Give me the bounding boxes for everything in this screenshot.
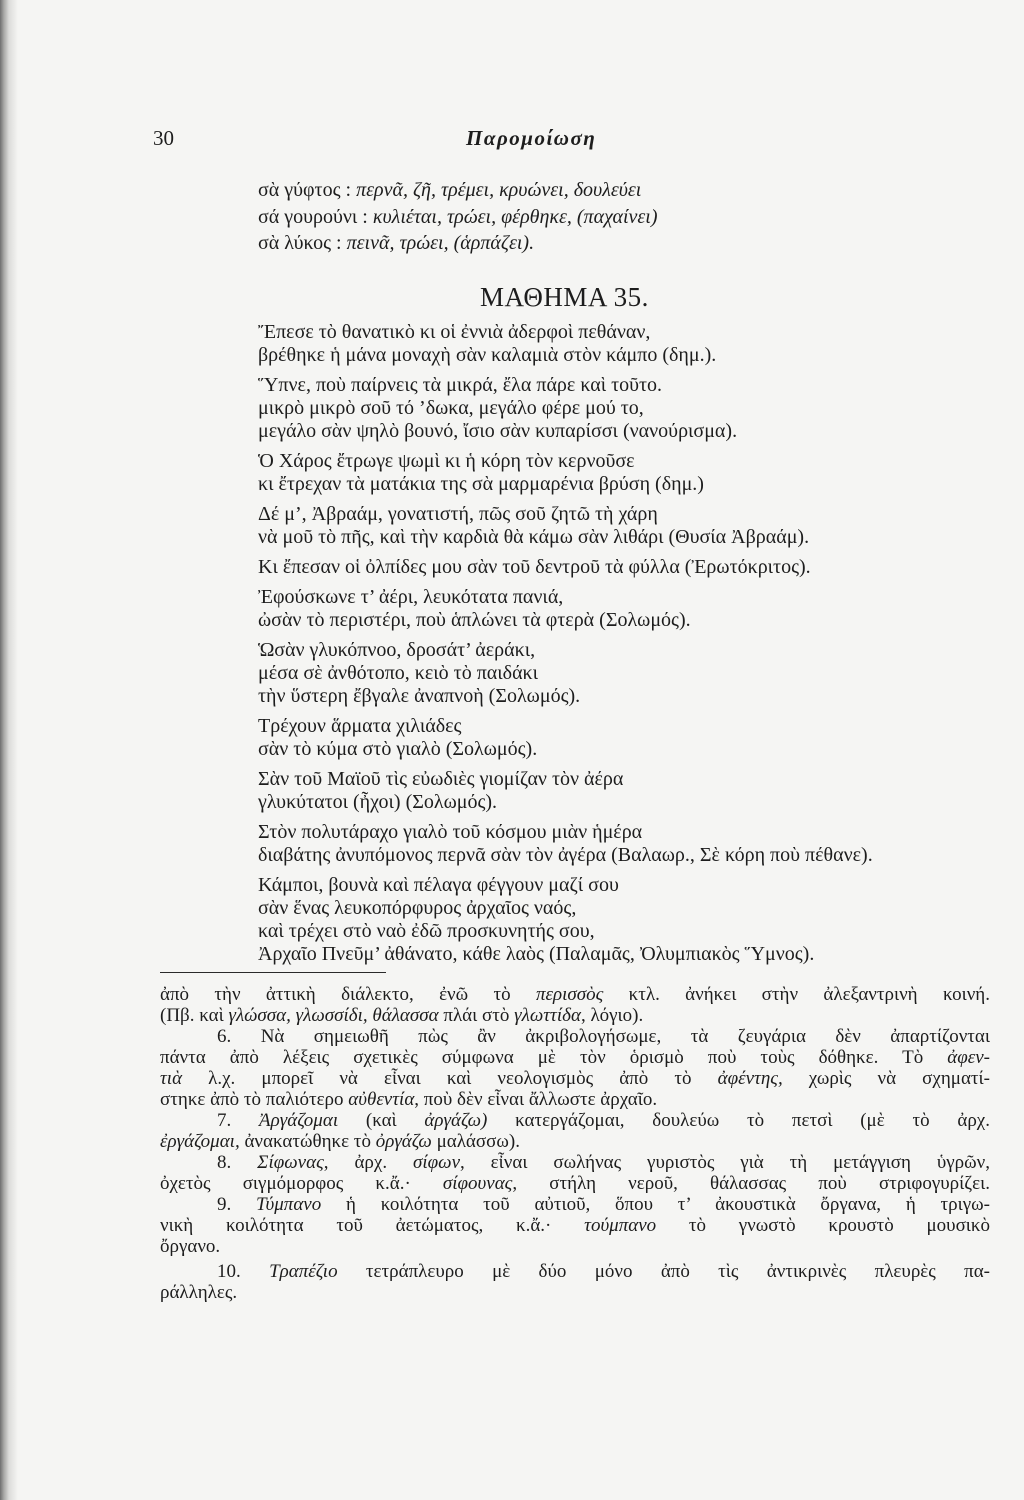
footnote-term: Τύμπανο [256,1194,322,1215]
footnote-text: , ποὺ δὲν εἶναι ἄλλωστε ἀρχαῖο. [414,1089,658,1110]
footnote-line [160,1194,990,1215]
footnote-line [160,1005,990,1026]
footnote-divider [160,972,386,973]
footnotes [160,984,990,1303]
footnote-text: νικὴ κοιλότητα τοῦ ἀετώματος, κ.ἄ.· [160,1215,585,1236]
footnote-term: Σίφωνας [257,1152,324,1173]
footnote-text: , στήλη νεροῦ, θάλασσας ποὺ στριφογυρίζει. [512,1173,990,1194]
footnote-text: ράλληλες. [160,1282,238,1303]
footnote-term: γλωττίδα [514,1005,581,1026]
footnote-text: τὸ γνωστὸ κρουστὸ μουσικὸ [656,1215,990,1236]
footnote-line [160,1026,990,1047]
footnote-text: , ἀρχ. [323,1152,413,1173]
footnote-term: Ἀργάζομαι [259,1110,339,1131]
footnote-term: τούμπανο [584,1215,657,1236]
verse-line: καὶ τρέχει στὸ ναὸ ἐδῶ προσκυνητής σου, [258,920,595,942]
footnote-text: ἡ κοιλότητα τοῦ αὐτιοῦ, ὅπου τ’ ἀκουστικὰ ὄργανα, ἡ τριγω- [321,1194,991,1215]
footnote-line [160,1261,990,1282]
comparison-row [258,204,998,231]
footnote-text: ἀπὸ τὴν ἀττικὴ διάλεκτο, ἐνῶ τὸ [160,984,536,1005]
footnote-line [160,1110,990,1131]
stanza [258,503,1006,549]
verse-line: βρέθηκε ἡ μάνα μοναχὴ σὰν καλαμιὰ στὸν κάμπο (δημ.). [258,344,717,366]
verse-line: Τρέχουν ἅρματα χιλιάδες [258,715,462,737]
verse-line: Ὡσὰν γλυκόπνοο, δροσάτ’ ἀεράκι, [258,639,536,661]
footnote-line [160,1068,990,1089]
stanza [258,556,1006,579]
footnote-line [160,1215,990,1236]
stanza [258,450,1006,496]
footnote-text: πάντα ἀπὸ λέξεις σχετικὲς σύμφωνα μὲ τὸν ὁρισμὸ ποὺ τοὺς δόθηκε. Τὸ [160,1047,948,1068]
comparison-predicate: πεινᾶ, τρώει, (ἁρπάζει). [346,232,535,254]
verse-line: Δέ μ’, Ἀβραάμ, γονατιστή, πῶς σοῦ ζητῶ τὴ χάρη [258,503,658,525]
footnote-line [160,1152,990,1173]
footnote-text: 6. Νὰ σημειωθῆ πὼς ἂν ἀκριβολογήσωμε, τὰ ζευγάρια δὲν ἀπαρτίζονται [217,1026,990,1047]
footnote-term: περισσὸς [535,984,604,1005]
verse-line: γλυκύτατοι (ἦχοι) (Σολωμός). [258,791,498,813]
footnote-text: στηκε ἀπὸ τὸ παλιότερο [160,1089,349,1110]
footnote-term: ἐργάζομαι, [160,1131,240,1152]
footnote-term: σίφων [413,1152,461,1173]
verse-line: μεγάλο σὰν ψηλὸ βουνό, ἴσιο σὰν κυπαρίσσι (νανούρισμα). [258,420,738,442]
comparison-subject: σὰ γύφτος : [258,179,352,201]
comparison-list [258,177,998,257]
page-number: 30 [153,126,174,150]
verse-line: Στὸν πολυτάραχο γιαλὸ τοῦ κόσμου μιὰν ἡμέρα [258,821,643,843]
footnote-text: λ.χ. μπορεῖ νὰ εἶναι καὶ νεολογισμὸς ἀπὸ τὸ [182,1068,718,1089]
footnote-line [160,984,990,1005]
comparison-subject: σὰ λύκος : [258,232,342,254]
stanza [258,374,1006,443]
footnote-term: ὀργάζω [375,1131,432,1152]
footnote-text: ἀνακατώθηκε τὸ [239,1131,376,1152]
footnote-text: χωρὶς νὰ σχηματί- [782,1068,990,1089]
verse-line: σὰν τὸ κύμα στὸ γιαλὸ (Σολωμός). [258,738,538,760]
footnote-term: γλώσσα, γλωσσίδι, θάλασσα [228,1005,439,1026]
verse-line: Κάμποι, βουνὰ καὶ πέλαγα φέγγουν μαζί σου [258,874,619,896]
footnote-term: ἀργάζω) [424,1110,488,1131]
footnote-text: κατεργάζομαι, δουλεύω τὸ πετσὶ (μὲ τὸ ἀρχ. [487,1110,990,1131]
footnote-text: (Πβ. καὶ [160,1005,229,1026]
page-edge-shadow [0,0,18,1500]
footnote-text: 7. [217,1110,260,1131]
verse-line: Κι ἔπεσαν οἱ ὀλπίδες μου σὰν τοῦ δεντροῦ τὰ φύλλα (Ἐρωτόκριτος). [258,556,811,578]
footnote-line [160,1236,990,1257]
running-title: Παρομοίωση [466,126,597,150]
comparison-subject: σά γουρούνι : [258,205,368,228]
lesson-title: ΜΑΘΗΜΑ 35. [480,282,649,312]
comparison-row [258,230,998,257]
footnote-line [160,1047,990,1068]
verse-examples [258,321,1006,966]
stanza [258,768,1006,814]
verse-line: διαβάτης ἀνυπόμονος περνᾶ σὰν τὸν ἀγέρα (Βαλαωρ., Σὲ κόρη ποὺ πέθανε). [258,844,873,866]
footnote-text: πλάι στὸ [438,1005,515,1026]
comparison-predicate: κυλιέται, τρώει, φέρθηκε, (παχαίνει) [372,205,658,228]
verse-line: μικρὸ μικρὸ σοῦ τό ’δωκα, μεγάλο φέρε μού το, [258,397,644,419]
footnote-text: τετράπλευρο μὲ δύο μόνο ἀπὸ τὶς ἀντικρινὲς πλευρὲς πα- [337,1261,990,1282]
stanza [258,821,1006,867]
verse-line: Ἀρχαῖο Πνεῦμ’ ἀθάνατο, κάθε λαὸς (Παλαμᾶς, Ὀλυμπιακὸς Ὕμνος). [258,943,815,965]
footnote-term: ἀφέντης, [717,1068,783,1089]
footnote-text: 9. [217,1194,257,1215]
footnote-line [160,1131,990,1152]
verse-line: τὴν ὕστερη ἔβγαλε ἀναπνοὴ (Σολωμός). [258,685,581,707]
comparison-row [258,177,998,204]
footnote-text: κτλ. ἀνήκει στὴν ἀλεξαντρινὴ κοινή. [603,984,990,1005]
footnote-term: τιὰ [160,1068,183,1089]
verse-line: ὠσὰν τὸ περιστέρι, ποὺ ἁπλώνει τὰ φτερὰ (Σολωμός). [258,609,691,631]
footnote-term: ἀφεν- [947,1047,990,1068]
footnote-line [160,1089,990,1110]
stanza [258,715,1006,761]
stanza [258,586,1006,632]
footnote-text: 10. [217,1261,270,1282]
verse-line: Ἔπεσε τὸ θανατικὸ κι οἱ ἐννιὰ ἀδερφοὶ πεθάναν, [258,321,651,343]
verse-line: Ὕπνε, ποὺ παίρνεις τὰ μικρά, ἔλα πάρε καὶ τοῦτο. [258,374,663,396]
verse-line: Ὁ Χάρος ἔτρωγε ψωμὶ κι ἡ κόρη τὸν κερνοῦσε [258,450,635,472]
verse-line: νὰ μοῦ τὸ πῆς, καὶ τὴν καρδιὰ θὰ κάμω σὰν λιθάρι (Θυσία Ἀβραάμ). [258,526,810,548]
footnote-text: ὄργανο. [160,1236,221,1257]
footnote-text: 8. [217,1152,258,1173]
footnote-term: αὐθεντία [348,1089,415,1110]
footnote-line [160,1173,990,1194]
verse-line: Σὰν τοῦ Μαϊοῦ τὶς εὐωδιὲς γιομίζαν τὸν ἀέρα [258,768,624,790]
footnote-term: Τραπέζιο [269,1261,338,1282]
verse-line: σὰν ἕνας λευκοπόρφυρος ἀρχαῖος ναός, [258,897,577,919]
footnote-line [160,1282,990,1303]
verse-line: Ἐφούσκωνε τ’ ἀέρι, λευκότατα πανιά, [258,586,564,608]
verse-line: κι ἔτρεχαν τὰ ματάκια της σὰ μαρμαρένια βρύση (δημ.) [258,473,704,495]
footnote-text: ὀχετὸς σιγμόμορφος κ.ἄ.· [160,1173,443,1194]
stanza [258,321,1006,367]
footnote-text: (καὶ [338,1110,425,1131]
footnote-term: σίφουνας [442,1173,513,1194]
verse-line: μέσα σὲ ἀνθότοπο, κειὸ τὸ παιδάκι [258,662,539,684]
footnote-text: μαλάσσω). [431,1131,520,1152]
stanza [258,639,1006,708]
footnote-text: , εἶναι σωλήνας γυριστὸς γιὰ τὴ μετάγγιση ὑγρῶν, [460,1152,990,1173]
footnote-text: , λόγιο). [580,1005,644,1026]
stanza [258,874,1006,966]
comparison-predicate: περνᾶ, ζῆ, τρέμει, κρυώνει, δουλεύει [356,179,642,201]
